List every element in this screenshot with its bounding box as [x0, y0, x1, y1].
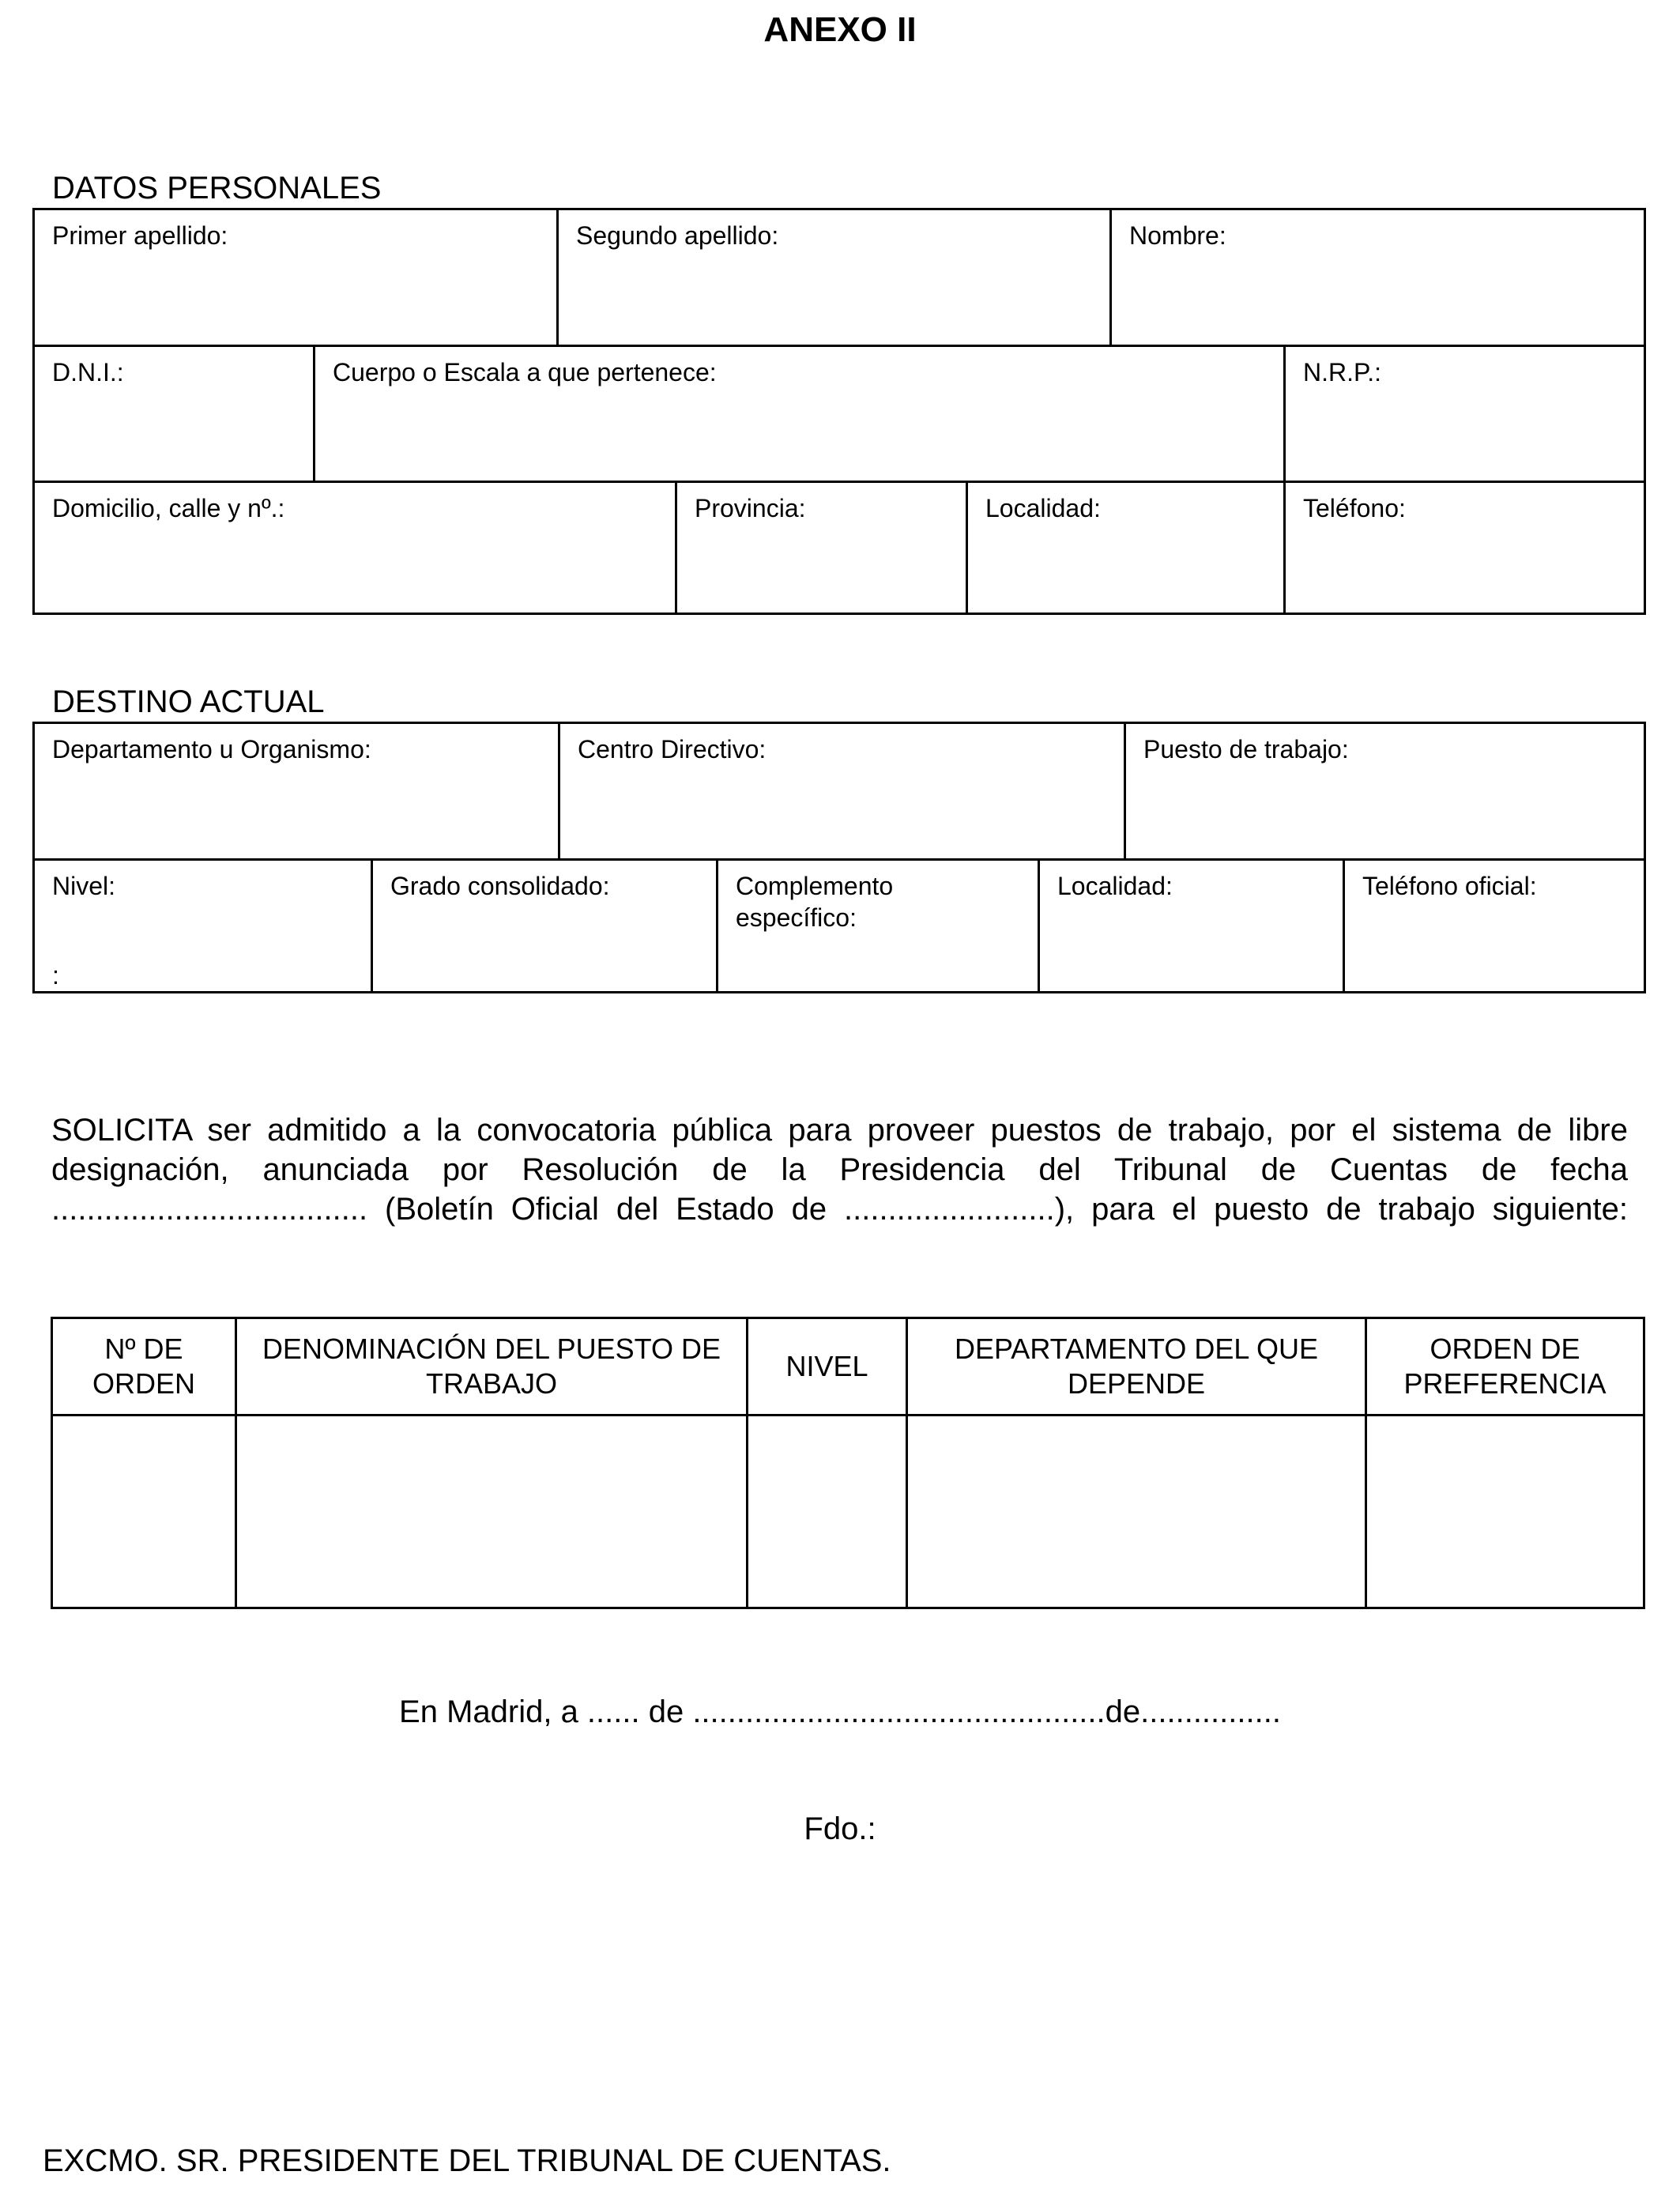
solicita-paragraph [51, 1110, 1628, 1229]
field-label: Grado consolidado: [390, 872, 610, 900]
column-header: Nº DE ORDEN [53, 1319, 237, 1414]
field-label: D.N.I.: [52, 358, 124, 386]
field-label: Complemento específico: [736, 872, 894, 932]
field-label: Provincia: [695, 494, 806, 522]
column-header: ORDEN DE PREFERENCIA [1403, 1333, 1607, 1400]
puestos-table [51, 1317, 1645, 1609]
paragraph-line: SOLICITA ser admitido a la convocatoria pública para proveer puestos de trabajo, por el sistema de libre [51, 1113, 1628, 1148]
field-label: Domicilio, calle y nº.: [52, 494, 285, 522]
complemento-especifico-field[interactable] [718, 861, 1040, 991]
dni-field[interactable] [35, 347, 315, 481]
column-header: DENOMINACIÓN DEL PUESTO DE TRABAJO [237, 1319, 748, 1414]
telefono-field[interactable] [1286, 483, 1644, 613]
field-label: Localidad: [985, 494, 1101, 522]
signature-label: Fdo.: [804, 1811, 876, 1846]
field-label: Teléfono: [1303, 494, 1406, 522]
form-row [35, 481, 1644, 613]
datos-personales-form [32, 208, 1646, 615]
field-label: Primer apellido: [52, 221, 228, 250]
addressee: EXCMO. SR. PRESIDENTE DEL TRIBUNAL DE CUENTAS. [43, 2143, 891, 2178]
paragraph-line: designación, anunciada por Resolución de la Presidencia del Tribunal de Cuentas de fecha [51, 1152, 1628, 1187]
puesto-trabajo-field[interactable] [1126, 724, 1644, 858]
place-date-line: En Madrid, a ...... de ...............................................de................ [399, 1695, 1281, 1729]
cuerpo-escala-field[interactable] [315, 347, 1286, 481]
page-title: ANEXO II [763, 10, 917, 49]
departamento-field[interactable] [35, 724, 560, 858]
nrp-field[interactable] [1286, 347, 1644, 481]
localidad-destino-field[interactable] [1040, 861, 1345, 991]
form-row [35, 858, 1644, 991]
nombre-field[interactable] [1112, 210, 1644, 345]
telefono-oficial-field[interactable] [1345, 861, 1644, 991]
table-cell-preferencia[interactable] [1367, 1414, 1643, 1607]
field-label: Cuerpo o Escala a que pertenece: [333, 358, 717, 386]
field-label: Nivel: [52, 872, 116, 900]
field-label: N.R.P.: [1303, 358, 1381, 386]
destino-actual-form [32, 722, 1646, 993]
form-row [35, 210, 1644, 345]
field-label: Puesto de trabajo: [1143, 735, 1349, 763]
centro-directivo-field[interactable] [560, 724, 1126, 858]
table-cell-departamento[interactable] [908, 1414, 1367, 1607]
table-cell-orden[interactable] [53, 1414, 237, 1607]
field-label: Centro Directivo: [578, 735, 767, 763]
field-label: Nombre: [1129, 221, 1226, 250]
grado-consolidado-field[interactable] [373, 861, 718, 991]
localidad-field[interactable] [968, 483, 1286, 613]
section-heading-datos-personales: DATOS PERSONALES [52, 171, 382, 205]
paragraph-line: .................................... (Boletín Oficial del Estado de ........................), para el puesto de trabajo siguiente: [51, 1192, 1628, 1227]
segundo-apellido-field[interactable] [559, 210, 1112, 345]
column-header: NIVEL [748, 1319, 908, 1414]
section-heading-destino-actual: DESTINO ACTUAL [52, 684, 325, 719]
field-label: Segundo apellido: [576, 221, 779, 250]
field-mark: : [52, 961, 59, 990]
form-row [35, 345, 1644, 481]
nivel-field[interactable] [35, 861, 373, 991]
primer-apellido-field[interactable] [35, 210, 559, 345]
field-label: Localidad: [1057, 872, 1173, 900]
domicilio-field[interactable] [35, 483, 677, 613]
field-label: Teléfono oficial: [1362, 872, 1537, 900]
table-cell-denominacion[interactable] [237, 1414, 748, 1607]
provincia-field[interactable] [677, 483, 968, 613]
table-cell-nivel[interactable] [748, 1414, 908, 1607]
field-label: Departamento u Organismo: [52, 735, 371, 763]
form-row [35, 724, 1644, 858]
column-header: DEPARTAMENTO DEL QUE DEPENDE [908, 1319, 1367, 1414]
